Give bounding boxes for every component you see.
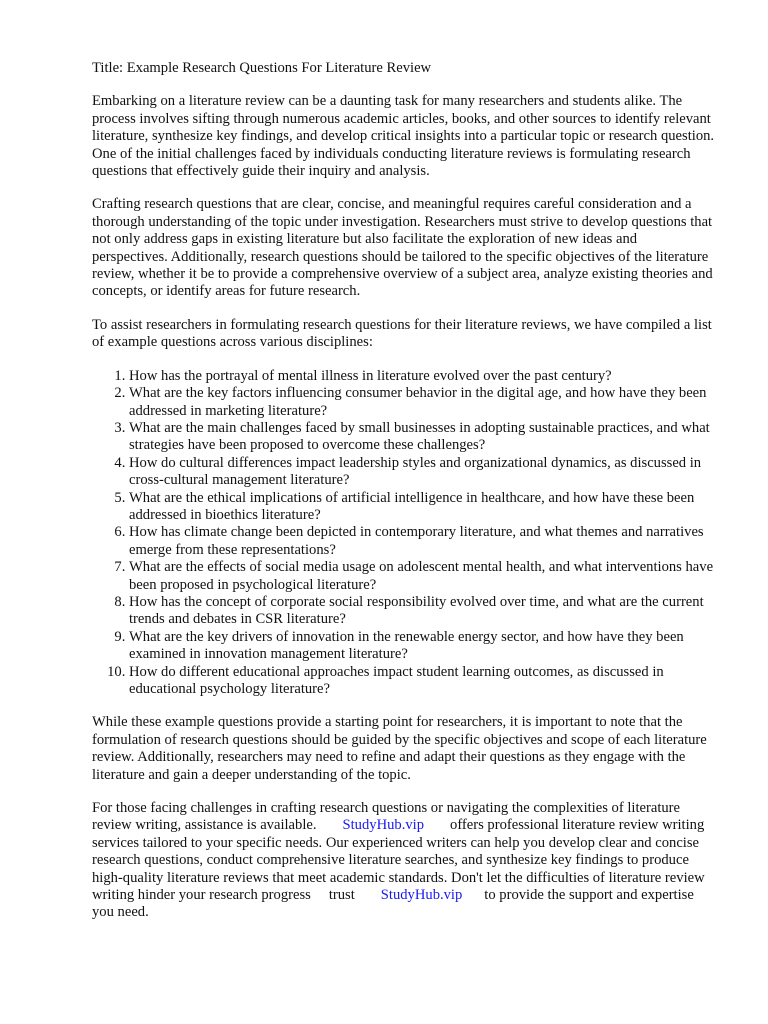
document-title: Title: Example Research Questions For Literature Review [92, 60, 432, 76]
list-item: 1. How has the portrayal of mental illness in literature evolved over the past century? [129, 368, 716, 385]
document-page [92, 60, 716, 938]
example-questions-list [92, 368, 716, 699]
list-item: 5. What are the ethical implications of artificial intelligence in healthcare, and how have these been addressed in bioethics literature? [129, 490, 716, 525]
closing-text-4: to provide the support and expertise you need. [92, 887, 694, 921]
intro-paragraph: Embarking on a literature review can be a daunting task for many researchers and students alike. The process involves sifting through numerous academic articles, books, and other sources to identify relevant literature, synthesize key findings, and develop critical insights into a particular topic or research question. One of the initial challenges faced by individuals conducting literature reviews is formulating research questions that effectively guide their inquiry and analysis. [92, 93, 715, 180]
list-item: 3. What are the main challenges faced by small businesses in adopting sustainable practices, and what strategies have been proposed to overcome these challenges? [129, 420, 716, 455]
guidance-paragraph: While these example questions provide a starting point for researchers, it is important to note that the formulation of research questions should be guided by the specific objectives and scope of each literature review. Additionally, researchers may need to refine and adapt their questions as they engage with the literature and gain a deeper understanding of the topic. [92, 714, 707, 783]
closing-text-3: trust [328, 887, 355, 904]
closing-paragraph [92, 800, 716, 922]
list-item: 2. What are the key factors influencing consumer behavior in the digital age, and how have they been addressed in marketing literature? [129, 385, 716, 420]
list-item: 4. How do cultural differences impact leadership styles and organizational dynamics, as discussed in cross-cultural management literature? [129, 455, 716, 490]
closing-text-1: For those facing challenges in crafting research questions or navigating the complexities of literature review writing, assistance is available. [92, 800, 681, 834]
crafting-paragraph: Crafting research questions that are clear, concise, and meaningful requires careful consideration and a thorough understanding of the topic under investigation. Researchers must strive to develop questions that not only address gaps in existing literature but also facilitate the exploration of new ideas and perspectives. Additionally, research questions should be tailored to the specific objectives of the literature review, whether it be to provide a comprehensive overview of a subject area, analyze existing theories and concepts, or identify areas for future research. [92, 196, 713, 300]
list-item: 8. How has the concept of corporate social responsibility evolved over time, and what are the current trends and debates in CSR literature? [129, 594, 716, 629]
studyhub-link-1[interactable]: StudyHub.vip [342, 817, 425, 834]
list-item: 6. How has climate change been depicted in contemporary literature, and what themes and narratives emerge from these representations? [129, 524, 716, 559]
list-item: 10. How do different educational approaches impact student learning outcomes, as discussed in educational psychology literature? [129, 664, 716, 699]
list-intro-paragraph: To assist researchers in formulating research questions for their literature reviews, we have compiled a list of example questions across various disciplines: [92, 316, 712, 351]
list-item: 7. What are the effects of social media usage on adolescent mental health, and what interventions have been proposed in psychological literature? [129, 559, 716, 594]
list-item: 9. What are the key drivers of innovation in the renewable energy sector, and how have they been examined in innovation management literature? [129, 629, 716, 664]
studyhub-link-2[interactable]: StudyHub.vip [380, 887, 463, 904]
closing-text-2: offers professional literature review writing services tailored to your specific needs. Our experienced writers can help you develop clear and concise research questions, conduct comprehensive literature searches, and synthesize key findings to produce high-quality literature reviews that meet academic standards. Don't let the difficulties of literature review writing hinder your research progress [92, 817, 705, 904]
